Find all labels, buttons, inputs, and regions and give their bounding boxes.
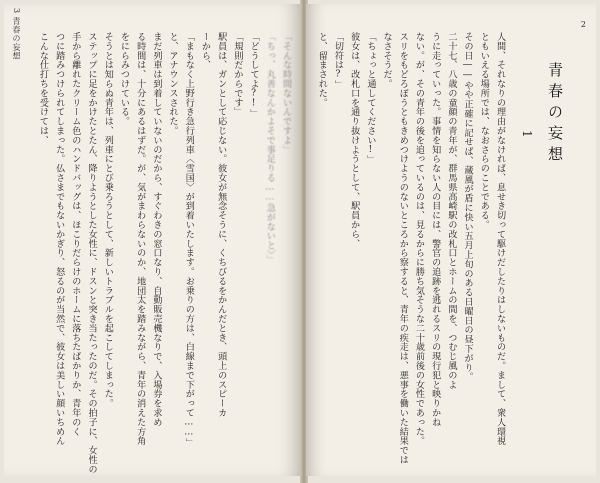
- text-line: 「ちっ、丸善なんかよそで事足りる……急がないと〉」: [264, 32, 275, 265]
- text-line: 「まもなく上野行き急行列車〈雪国〉が到着いたします。お乗りの方は、白線まで下がって……」: [183, 32, 194, 448]
- text-line: 「規則だからです」: [232, 32, 243, 117]
- text-line: うに走っていった。事情を知らない人の目には、警官の追跡を逃れるスリの現行犯と映りかね: [430, 32, 441, 427]
- text-line: ない。が、その青年の後を追っているのは、見るからに勝ち気そうな二十歳前後の女性であった。: [413, 32, 424, 446]
- page-number: 2: [580, 20, 586, 29]
- section-number: 1: [520, 130, 534, 138]
- text-line: なさそうだ。: [381, 32, 392, 89]
- left-page: [4, 4, 304, 476]
- text-line: 「ちょっと通してください!」: [365, 32, 376, 165]
- text-line: つに踏みつけられてしまった。仏さまでもないかぎり、怒るのが当然で、彼女は美しい顔いちめん: [54, 32, 65, 446]
- text-line: をにらみつけている。: [118, 32, 129, 126]
- text-line: 手から離れたクリーム色のハンドバッグは、ほこりだらけのホームに落ちたばかりか、青年のく: [70, 32, 81, 437]
- text-line: 二十七、八歳の童顔の青年が、群馬県高崎駅の改札口とホームの間を、つむじ風のよ: [446, 32, 457, 390]
- text-line: まだ列車は到着していないのだから、すぐわきの窓口なり、自動販売機なりで、入場券を求め: [151, 32, 162, 427]
- text-line: と、アナウンスされた。: [167, 32, 178, 136]
- text-line: 彼女は、改札口を通り抜けようとして、駅員から、: [349, 32, 360, 249]
- text-line: こんな仕打ちを受けては、: [37, 32, 48, 145]
- right-page: [306, 4, 596, 476]
- text-line: ーから、: [199, 32, 210, 70]
- chapter-title-text: 青春の妄想: [546, 62, 564, 167]
- text-line: る時間は、十分にあるはずだ。が、気がまわらないのか、地団太を踏みながら、青年の消えた方角: [135, 32, 146, 446]
- right-body-text: [314, 32, 508, 472]
- text-line: そうとは知らぬ青年は、列車にとび乗ろうとして、新しいトラブルを起こしてしまった。: [102, 32, 113, 408]
- chapter-title: [545, 62, 566, 167]
- text-line: ともいえる場所では、なおさらのことである。: [478, 32, 489, 230]
- text-line: 「そんな時間ないんですよ」: [281, 32, 291, 155]
- text-line: 人間、それなりの理由がなければ、息せき切って駆けだしたりはしないものだ。まして、衆人環視: [495, 32, 505, 446]
- text-line: と、留まされた。: [316, 32, 327, 108]
- text-line: ステップに足をかけたとたん、降りようとした女性に、ドスンと突き当たったのだ。その拍子に、女性の: [86, 32, 97, 474]
- running-head: 3 青春の妄想: [12, 8, 21, 61]
- text-line: その日――やや正確に記せば、蔵風が盾に快い五月上旬のある日曜日の昼下がり。: [462, 32, 473, 382]
- left-body-text: [35, 32, 294, 472]
- text-line: 駅員は、ガンとして応じない。彼女が無念そうに、くちびるをかんだとき、頭上のスピーカ: [216, 32, 227, 418]
- text-line: スリをもどろぼうともきめつけようのないところから察すると、青年の疾走は、悪事を働いた結果では: [397, 32, 408, 465]
- text-line: 「どうしてよ?!」: [248, 32, 259, 119]
- text-line: 「切符は?」: [332, 32, 343, 90]
